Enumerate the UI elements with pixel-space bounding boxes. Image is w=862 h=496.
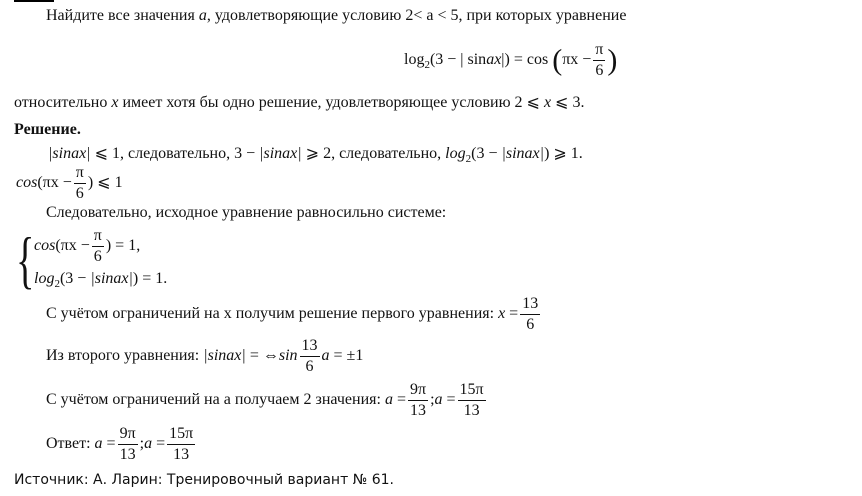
system-eq-2 (34, 270, 167, 290)
denominator: 6 (93, 248, 102, 265)
numerator: 9π (408, 382, 428, 401)
variable-x: x (111, 94, 119, 111)
solution-line-6 (46, 382, 488, 419)
denominator: 13 (410, 402, 427, 419)
numerator: 13 (300, 338, 320, 357)
fraction (300, 338, 320, 375)
fraction (593, 42, 605, 79)
variable-x: x (498, 305, 506, 323)
source-citation: Источник: А. Ларин: Тренировочный вариант № 61. (14, 472, 394, 488)
separator: ; (139, 435, 145, 453)
math: = (102, 435, 116, 453)
answer-label: Ответ: (46, 435, 95, 453)
text: ) ⩾ 1. (544, 145, 583, 162)
problem-text: , удовлетворяющие условию 2< a < 5, при которых уравнение (206, 7, 627, 24)
denominator: 13 (173, 446, 190, 463)
denominator: 6 (526, 316, 535, 333)
log-func: log (404, 51, 425, 69)
fraction (520, 296, 540, 333)
numerator: π (593, 42, 605, 61)
fraction (167, 426, 195, 463)
eq-part: |) = cos (501, 51, 549, 69)
solution-line-3: Следовательно, исходное уравнение равносильно системе: (46, 204, 447, 221)
text: ⩾ 2, следовательно, (301, 145, 446, 162)
numerator: 9π (118, 426, 138, 445)
main-equation (404, 42, 617, 79)
math: (πx − (55, 237, 90, 255)
fraction (458, 382, 486, 419)
math: = (152, 435, 166, 453)
math: log (445, 145, 466, 162)
math: |sinax| (203, 347, 246, 365)
math: |sinax| (90, 270, 133, 287)
text: С учётом ограничений на а получаем 2 значения: (46, 391, 385, 409)
solution-line-2 (16, 165, 123, 202)
math: (3 − (59, 270, 91, 287)
math: ) = 1. (132, 270, 168, 287)
solution-line-4 (46, 296, 542, 333)
system-eq-1 (34, 228, 140, 265)
text: ⩽ 1, следовательно, 3 − (90, 145, 260, 162)
variable-a: a (384, 391, 393, 409)
fraction (118, 426, 138, 463)
log-base: 2 (424, 59, 430, 72)
math: = (505, 305, 519, 323)
problem-text: Найдите все значения (46, 7, 199, 24)
left-paren: ( (552, 43, 563, 77)
math: (πx − (37, 174, 72, 192)
denominator: 6 (595, 62, 604, 79)
top-rule (14, 0, 54, 2)
math: cos (34, 237, 56, 255)
numerator: 15π (167, 426, 195, 445)
numerator: π (74, 165, 86, 184)
system-brace: { (16, 224, 35, 295)
text: (3 − (471, 145, 502, 162)
math: = (392, 391, 406, 409)
math: |sinax| (259, 145, 302, 162)
separator: ; (430, 391, 435, 409)
variable-a: a (321, 347, 330, 365)
problem-intro (46, 7, 626, 25)
variable-a: a (94, 435, 103, 453)
fraction (74, 165, 86, 202)
math: = ±1 (329, 347, 364, 365)
variable-x: x (543, 94, 552, 111)
math: = ⇔ (245, 347, 279, 365)
math: log (34, 270, 55, 287)
log-base: 2 (465, 153, 472, 165)
denominator: 6 (75, 185, 84, 202)
math: ) = 1, (105, 237, 141, 255)
fraction (408, 382, 428, 419)
eq-var: ax (486, 51, 502, 69)
math: |sinax| (501, 145, 545, 162)
denominator: 13 (463, 402, 480, 419)
problem-text: ⩽ 3. (551, 94, 585, 111)
math: |sinax| (48, 145, 91, 162)
math: ) ⩽ 1 (87, 174, 123, 192)
eq-part: (3 − | sin (429, 51, 487, 69)
numerator: π (92, 228, 104, 247)
solution-line-1 (48, 143, 583, 165)
answer-line (46, 426, 197, 463)
denominator: 6 (305, 358, 314, 375)
problem-text: имеет хотя бы одно решение, удовлетворяющее условию 2 ⩽ (118, 94, 544, 111)
variable-a: a (144, 435, 153, 453)
eq-part: πx − (562, 51, 592, 69)
solution-heading: Решение. (14, 121, 81, 138)
variable-a: a (198, 7, 207, 24)
right-paren: ) (607, 43, 618, 77)
text: Из второго уравнения: (46, 347, 204, 365)
problem-text: относительно (14, 94, 112, 111)
fraction (92, 228, 104, 265)
variable-a: a (434, 391, 443, 409)
numerator: 13 (520, 296, 540, 315)
math: = (442, 391, 456, 409)
math: cos (16, 174, 38, 192)
problem-continuation (14, 92, 584, 112)
denominator: 13 (119, 446, 136, 463)
log-base: 2 (54, 278, 60, 290)
math: sin (278, 347, 298, 365)
text: С учётом ограничений на х получим решение первого уравнения: (46, 305, 499, 323)
solution-line-5 (46, 338, 363, 375)
numerator: 15π (458, 382, 486, 401)
